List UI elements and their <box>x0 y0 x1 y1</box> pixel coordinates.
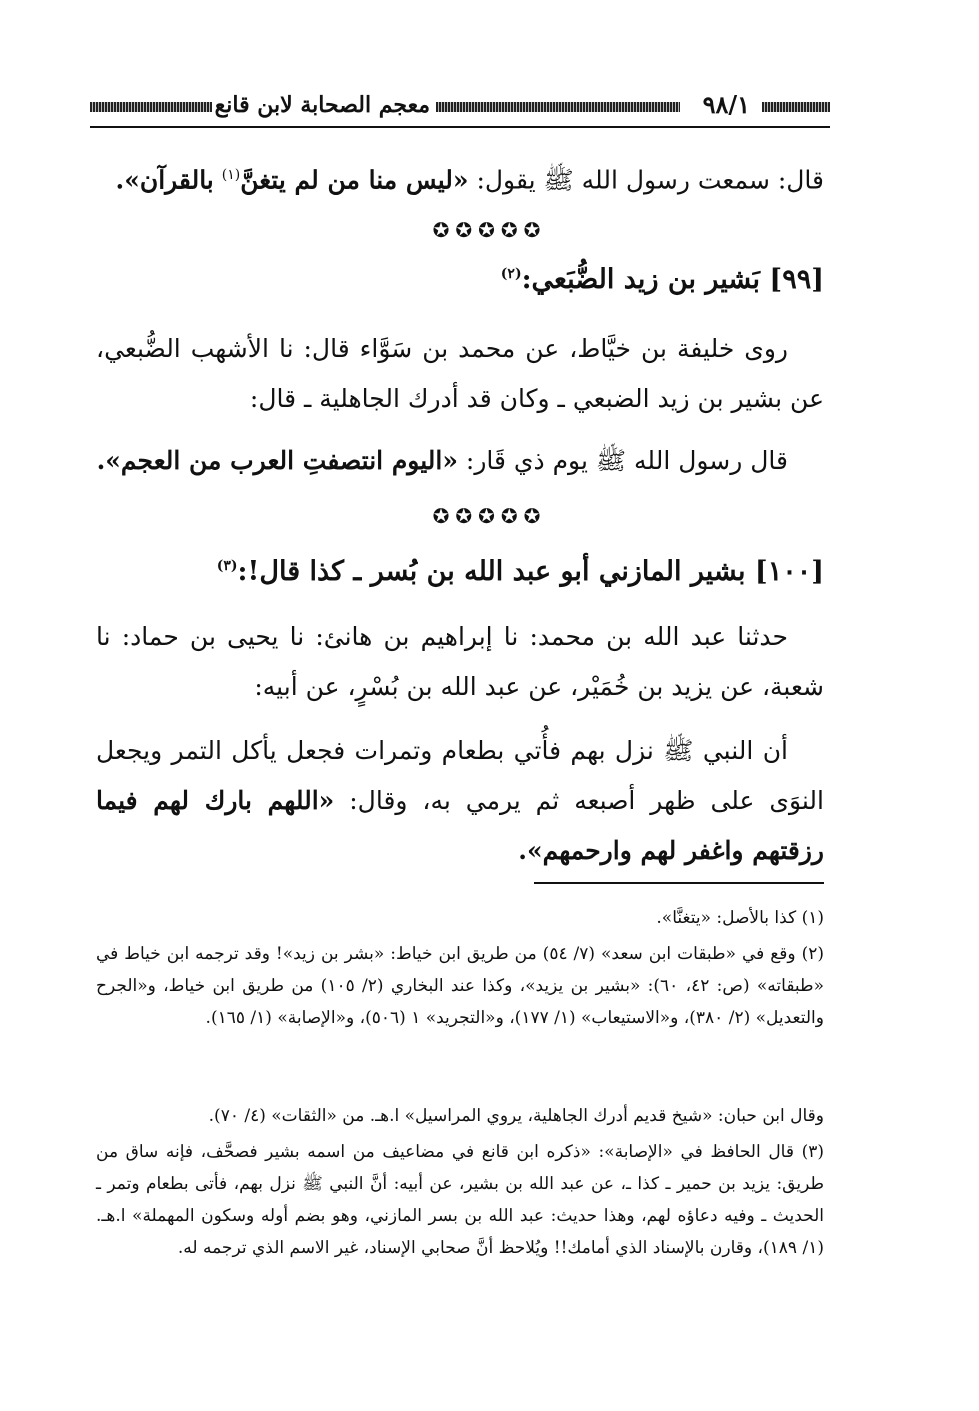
footnote-3: (٣) قال الحافظ في «الإصابة»: «ذكره ابن قانع في مضاعيف من اسمه بشير فصحَّف، فإنه ساق من طريق: يزيد بن حمير ـ كذا ـ، عن عبد الله بن بشير، عن أبيه: أنَّ النبي ﷺ نزل بهم، فأتى بطعام وتمر ـ الحديث ـ وفيه دعاؤه لهم، وهذا حديث: عبد الله بن بسر المازني، وهو بضم أوله وسكون المهملة» ا.هـ. (١/ ١٨٩)، وقارن بالإسناد الذي أمامك!! ويُلاحظ أنَّ صحابي الإسناد، غير الاسم الذي ترجمه له. <box>96 1142 824 1258</box>
running-header <box>90 90 830 128</box>
footnote-ref-3: (٣) <box>216 558 238 574</box>
hadith-quote: «اللهم بارك لهم فيما رزقتهم واغفر لهم وارحمهم». <box>96 786 824 865</box>
footnote-separator <box>534 882 824 884</box>
entry-name: بشير المازني أبو عبد الله بن بُسر ـ كذا قال!: <box>237 556 746 587</box>
footnote-1: (١) كذا بالأصل: «يتغنَّا». <box>656 908 824 928</box>
footnote-ref-2: (٢) <box>500 266 522 282</box>
footnote-ref-1: (١) <box>221 167 241 183</box>
paragraph-hadith-98-end <box>96 150 824 205</box>
hadith-quote: «ليس منا من لم يتغنَّ <box>240 165 469 195</box>
hadith-quote-end: بالقرآن». <box>115 165 214 195</box>
hadith-quote: «اليوم انتصفتِ العرب من العجم». <box>96 446 458 475</box>
entry-number: [١٠٠] <box>754 556 824 587</box>
book-title: معجم الصحابة لابن قانع <box>214 92 430 118</box>
hadith-intro: قال: سمعت رسول الله ﷺ يقول: <box>476 165 824 195</box>
separator-stars: ✪✪✪✪✪ <box>432 504 547 528</box>
footnote-2: (٢) وقع في «طبقات ابن سعد» (٧/ ٥٤) من طريق ابن خياط: «بشر بن زيد»! وقد ترجمه ابن خياط في «طبقاته» (ص: ٤٢، ٦٠): «بشير بن يزيد»، وكذا عند البخاري (٢/ ١٠٥) من طريق ابن خياط، و«الجرح والتعديل» (٢/ ٣٨٠)، و«الاستيعاب» (١/ ١٧٧)، و«التجريد» ١ (٥٠٦)، و«الإصابة» (١/ ١٦٥). <box>96 944 824 1028</box>
hadith-body: أن النبي ﷺ نزل بهم فأُتي بطعام وتمرات فجعل يأكل التمر ويجعل النوَى على ظهر أصبعه ثم يرمي به، وقال: <box>96 736 824 815</box>
entry-heading-99 <box>96 264 824 295</box>
footnote-2-continued: وقال ابن حبان: «شيخ قديم أدرك الجاهلية، يروي المراسيل» ا.هـ. من «الثقات» (٤/ ٧٠). <box>208 1106 824 1126</box>
paragraph-hadith-100 <box>96 726 824 876</box>
hadith-intro: قال رسول الله ﷺ يوم ذي قَار: <box>465 446 788 475</box>
header-ornament-right <box>762 102 830 112</box>
page-number: ٩٨/١ <box>702 90 750 119</box>
entry-number: [٩٩] <box>769 264 824 295</box>
header-ornament-middle <box>436 102 680 112</box>
header-ornament-left <box>90 102 212 112</box>
separator-stars: ✪✪✪✪✪ <box>432 218 547 242</box>
paragraph-isnad-100: حدثنا عبد الله بن محمد: نا إبراهيم بن هانئ: نا يحيى بن حماد: نا شعبة، عن يزيد بن خُمَيْر، عن عبد الله بن بُسْرٍ، عن أبيه: <box>96 622 824 701</box>
entry-heading-100 <box>96 556 824 587</box>
entry-name: بَشير بن زيد الضُّبَعي: <box>521 264 761 295</box>
paragraph-hadith-99 <box>96 436 824 486</box>
paragraph-isnad-99: روى خليفة بن خيَّاط، عن محمد بن سَوَّاء قال: نا الأشهب الضُّبعي، عن بشير بن زيد الضبعي ـ وكان قد أدرك الجاهلية ـ قال: <box>96 334 824 413</box>
